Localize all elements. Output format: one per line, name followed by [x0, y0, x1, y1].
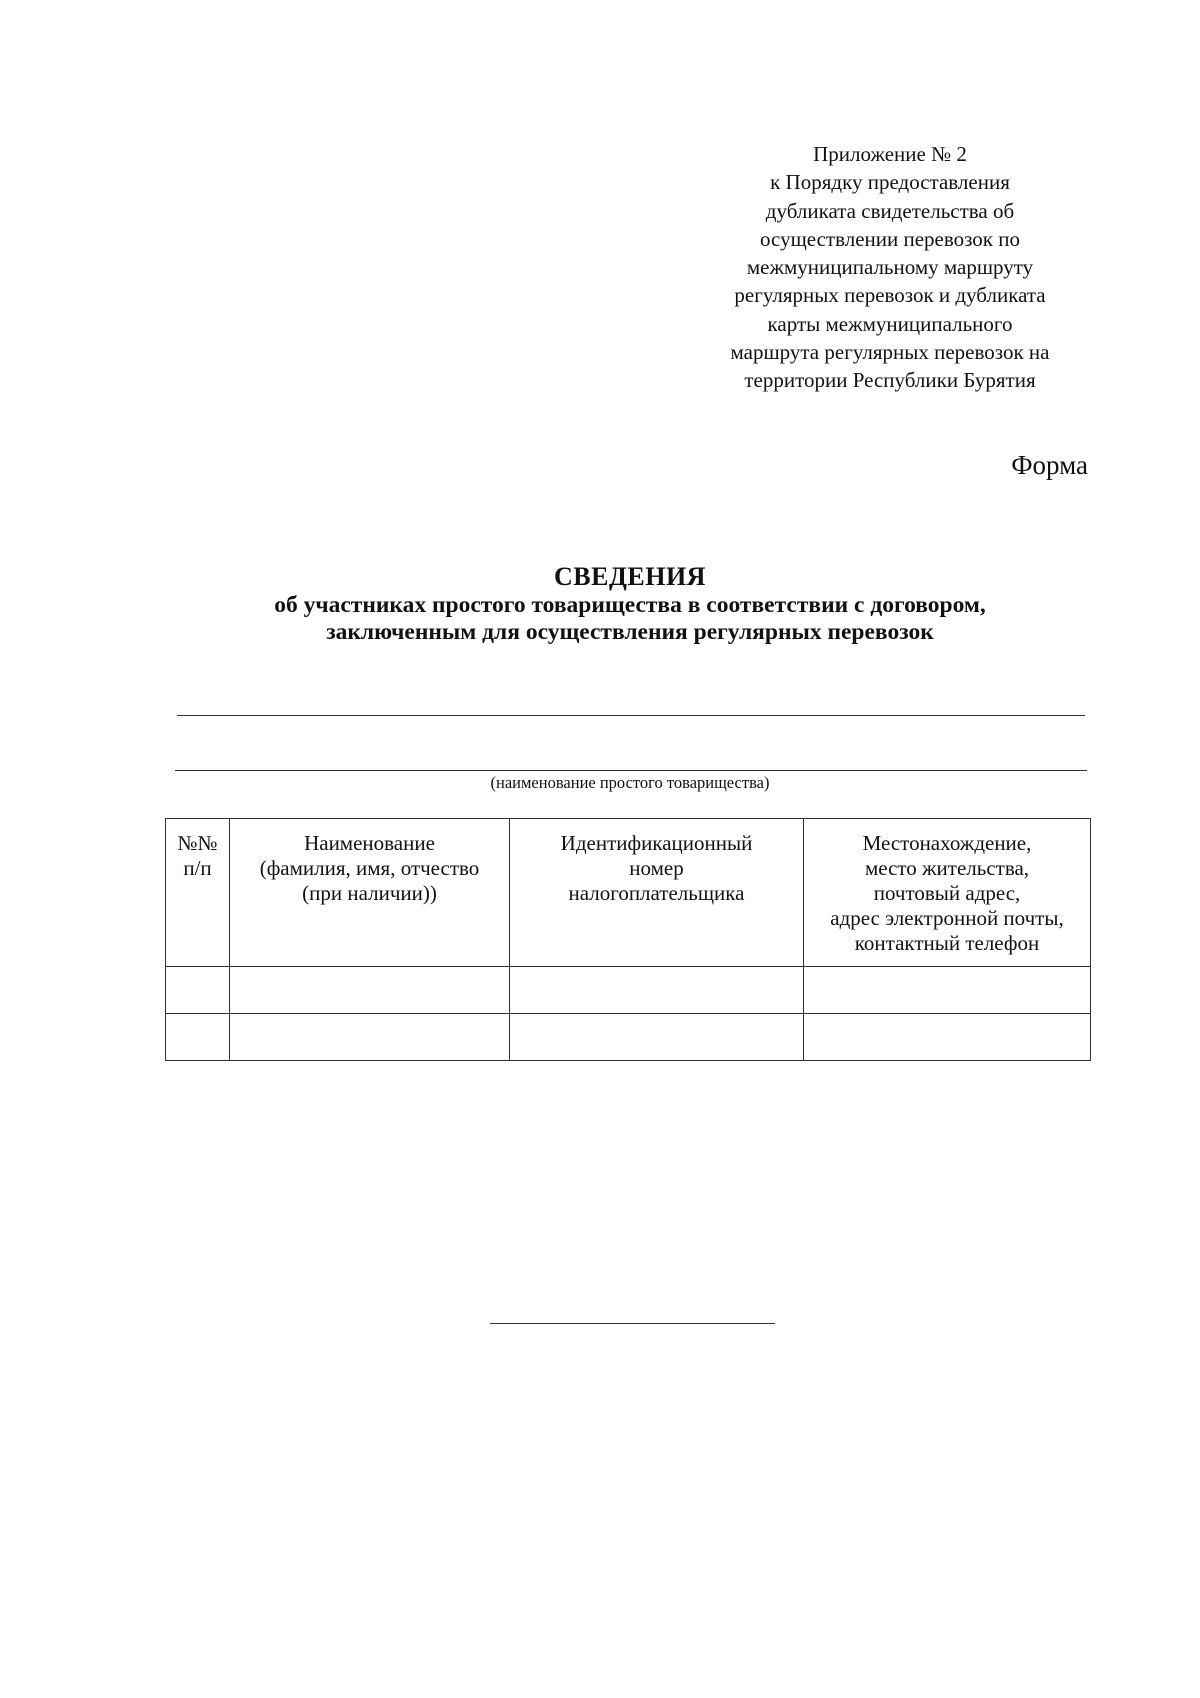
title-subtitle-line: об участниках простого товарищества в соответствии с договором,	[274, 592, 986, 618]
closing-separator	[490, 1323, 775, 1324]
form-label: Форма	[1011, 450, 1088, 480]
table-cell[interactable]	[804, 967, 1091, 1014]
appendix-line: регулярных перевозок и дубликата	[734, 283, 1046, 308]
table-cell[interactable]	[166, 967, 230, 1014]
appendix-line: дубликата свидетельства об	[765, 198, 1015, 223]
table-row	[166, 1014, 1091, 1061]
header-tax-id: Идентификационный номер налогоплательщика	[510, 819, 804, 967]
table-cell[interactable]	[804, 1014, 1091, 1061]
table-header-row	[166, 819, 1091, 967]
participants-table	[165, 818, 1091, 1061]
table-cell[interactable]	[510, 1014, 804, 1061]
appendix-line: маршрута регулярных перевозок на	[730, 340, 1050, 365]
table-cell[interactable]	[230, 967, 510, 1014]
appendix-line: межмуниципальному маршруту	[746, 255, 1034, 280]
appendix-line: территории Республики Бурятия	[744, 368, 1036, 393]
title-subtitle-line: заключенным для осуществления регулярных перевозок	[326, 618, 934, 645]
header-address-contacts: Местонахождение, место жительства, почтовый адрес, адрес электронной почты, контактный телефон	[804, 819, 1091, 967]
partnership-name-line-2[interactable]	[175, 770, 1087, 771]
appendix-line: осуществлении перевозок по	[760, 226, 1020, 251]
appendix-line: к Порядку предоставления	[770, 170, 1010, 195]
title-main: СВЕДЕНИЯ	[554, 562, 706, 591]
table-cell[interactable]	[230, 1014, 510, 1061]
header-name: Наименование (фамилия, имя, отчество (при наличии))	[230, 819, 510, 967]
partnership-name-caption: (наименование простого товарищества)	[490, 773, 770, 792]
table-cell[interactable]	[510, 967, 804, 1014]
appendix-line: карты межмуниципального	[767, 311, 1013, 336]
document-title	[150, 562, 1110, 645]
header-number: №№ п/п	[166, 819, 230, 967]
appendix-line: Приложение № 2	[813, 142, 967, 166]
partnership-name-line-1[interactable]	[177, 715, 1085, 716]
table-row	[166, 967, 1091, 1014]
appendix-reference	[705, 140, 1075, 395]
table-cell[interactable]	[166, 1014, 230, 1061]
